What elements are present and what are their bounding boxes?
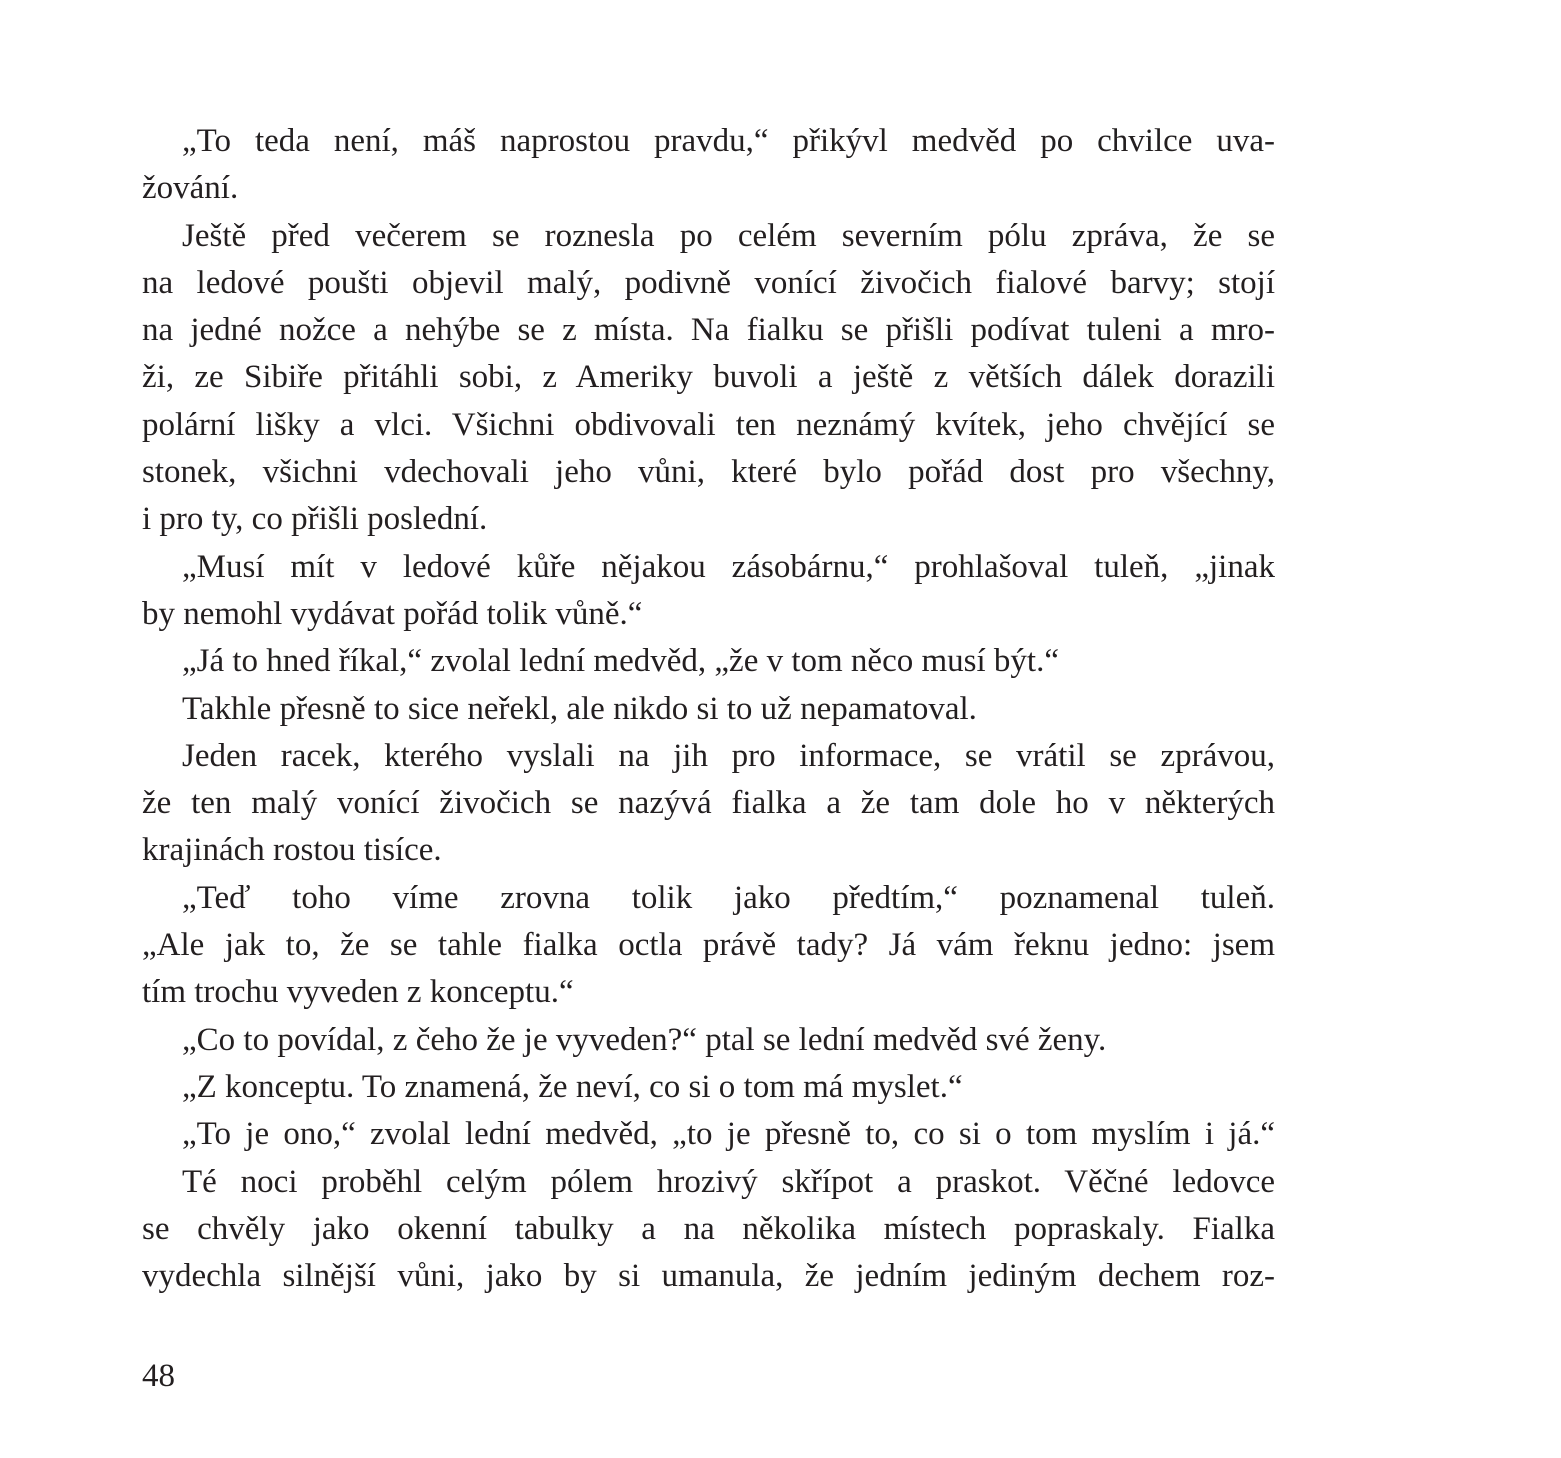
text-line: Té noci proběhl celým pólem hrozivý skřípot a praskot. Věčné ledovce [182,1163,1275,1200]
text-line: „Musí mít v ledové kůře nějakou zásobárnu,“ prohlašoval tuleň, „jinak [182,548,1275,585]
page-number: 48 [142,1358,175,1394]
text-line: na jedné nožce a nehýbe se z místa. Na fialku se přišli podívat tuleni a mro- [142,312,1275,349]
text-line: i pro ty, co přišli poslední. [142,501,488,538]
text-line: ži, ze Sibiře přitáhli sobi, z Ameriky buvoli a ještě z větších dálek dorazili [142,359,1275,396]
text-line: se chvěly jako okenní tabulky a na několika místech popraskaly. Fialka [142,1210,1275,1247]
text-line: „Já to hned říkal,“ zvolal lední medvěd, „že v tom něco musí být.“ [182,643,1059,680]
text-line: vydechla silnější vůni, jako by si umanula, že jedním jediným dechem roz- [142,1258,1275,1295]
text-line: „Co to povídal, z čeho že je vyveden?“ ptal se lední medvěd své ženy. [182,1021,1107,1058]
text-line: Jeden racek, kterého vyslali na jih pro informace, se vrátil se zprávou, [182,737,1275,774]
text-line: že ten malý vonící živočich se nazývá fialka a že tam dole ho v některých [142,785,1275,822]
text-line: krajinách rostou tisíce. [142,832,442,869]
text-line: polární lišky a vlci. Všichni obdivovali ten neznámý kvítek, jeho chvějící se [142,406,1275,443]
text-line: „To teda není, máš naprostou pravdu,“ přikývl medvěd po chvilce uva- [182,123,1275,159]
text-line: na ledové poušti objevil malý, podivně vonící živočich fialové barvy; stojí [142,264,1275,301]
text-line: tím trochu vyveden z konceptu.“ [142,974,574,1011]
text-line: Ještě před večerem se roznesla po celém severním pólu zpráva, že se [182,217,1275,254]
text-line: „Teď toho víme zrovna tolik jako předtím,“ poznamenal tuleň. [182,879,1275,916]
text-line: „To je ono,“ zvolal lední medvěd, „to je přesně to, co si o tom myslím i já.“ [182,1116,1275,1153]
text-line: „Ale jak to, že se tahle fialka octla právě tady? Já vám řeknu jedno: jsem [142,927,1275,964]
book-page-text [142,118,1275,1300]
text-line: „Z konceptu. To znamená, že neví, co si o tom má myslet.“ [182,1068,963,1105]
text-line: Takhle přesně to sice neřekl, ale nikdo si to už nepamatoval. [182,690,977,727]
text-line: stonek, všichni vdechovali jeho vůni, které bylo pořád dost pro všechny, [142,454,1275,491]
text-line: žování. [142,170,239,207]
text-line: by nemohl vydávat pořád tolik vůně.“ [142,595,643,632]
